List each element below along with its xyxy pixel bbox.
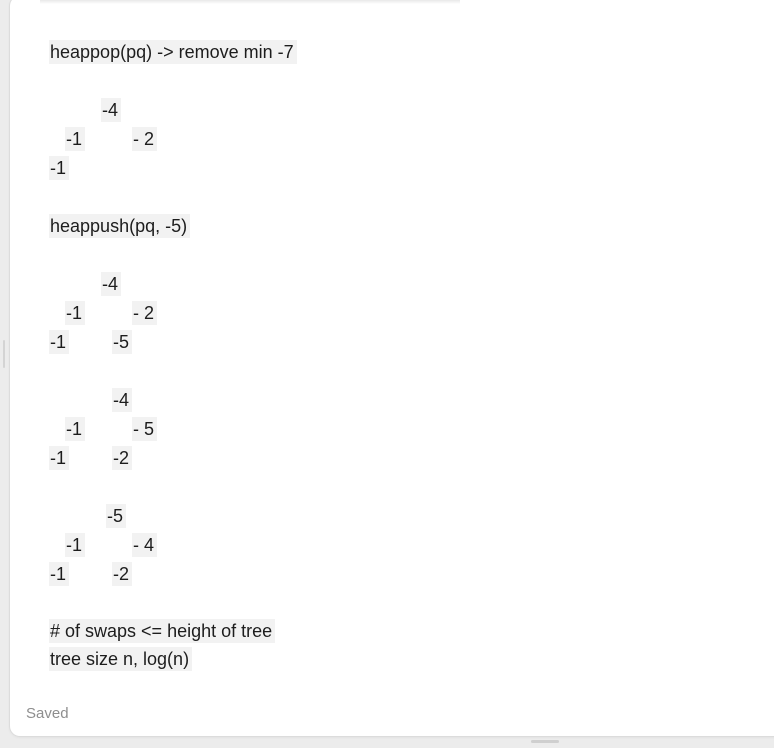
note-line: tree size n, log(n) — [49, 647, 192, 671]
tree-node: -1 — [65, 127, 85, 151]
tree-node: - 5 — [132, 417, 157, 441]
tree-node: - 4 — [132, 533, 157, 557]
note-line: heappush(pq, -5) — [49, 214, 190, 238]
tree-node: - 2 — [132, 127, 157, 151]
tree-node: -1 — [49, 156, 69, 180]
tree-node: -1 — [65, 301, 85, 325]
tree-node: -5 — [106, 504, 126, 528]
tree-node: -4 — [112, 388, 132, 412]
tree-node: -1 — [49, 446, 69, 470]
tree-node: - 2 — [132, 301, 157, 325]
note-line: heappop(pq) -> remove min -7 — [49, 40, 297, 64]
tree-node: -1 — [49, 330, 69, 354]
tree-node: -4 — [101, 98, 121, 122]
tree-node: -2 — [112, 562, 132, 586]
note-line: # of swaps <= height of tree — [49, 619, 275, 643]
tree-node: -4 — [101, 272, 121, 296]
bottom-resize-handle[interactable] — [531, 740, 559, 743]
tree-node: -2 — [112, 446, 132, 470]
save-status: Saved — [26, 705, 69, 722]
tree-node: -5 — [112, 330, 132, 354]
tree-node: -1 — [65, 417, 85, 441]
tree-node: -1 — [49, 562, 69, 586]
tree-node: -1 — [65, 533, 85, 557]
